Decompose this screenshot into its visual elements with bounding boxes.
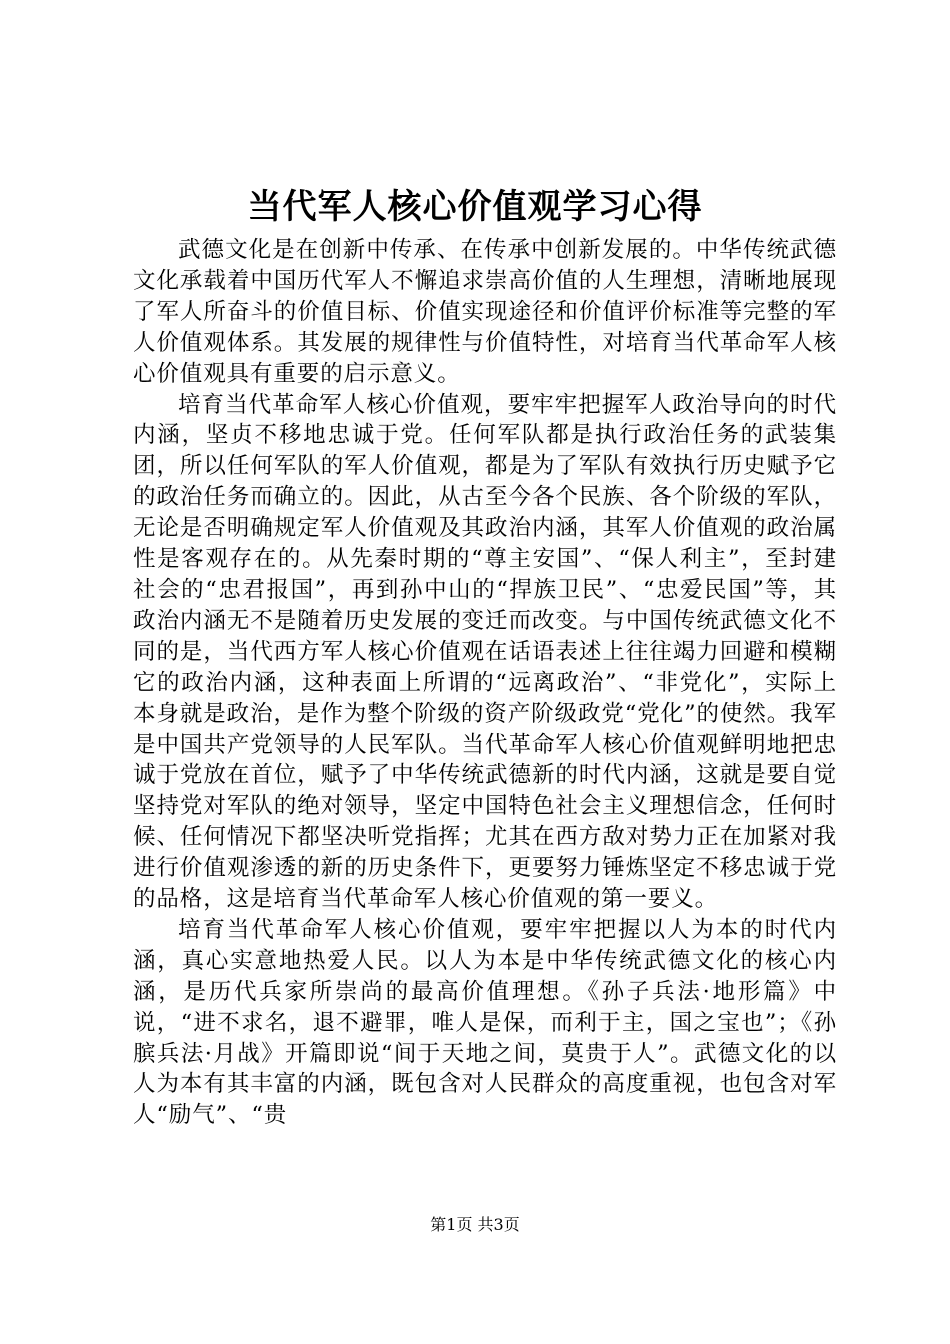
document-body — [133, 235, 837, 1131]
page-footer: 第1页 共3页 — [430, 1215, 520, 1234]
paragraph-3: 培育当代革命军人核心价值观，要牢牢把握以人为本的时代内涵，真心实意地热爱人民。以人为本是中华传统武德文化的核心内涵，是历代兵家所崇尚的最高价值理想。《孙子兵法·地形篇》中说，“进不求名，退不避罪，唯人是保，而利于主，国之宝也”；《孙膑兵法·月战》开篇即说“间于天地之间，莫贵于人”。武德文化的以人为本有其丰富的内涵，既包含对人民群众的高度重视，也包含对军人“励气”、“贵 — [133, 916, 837, 1129]
paragraph-2: 培育当代革命军人核心价值观，要牢牢把握军人政治导向的时代内涵，坚贞不移地忠诚于党。任何军队都是执行政治任务的武装集团，所以任何军队的军人价值观，都是为了军队有效执行历史赋予它的政治任务而确立的。因此，从古至今各个民族、各个阶级的军队，无论是否明确规定军人价值观及其政治内涵，其军人价值观的政治属性是客观存在的。从先秦时期的“尊主安国”、“保人利主”，至封建社会的“忠君报国”，再到孙中山的“捍族卫民”、“忠爱民国”等，其政治内涵无不是随着历史发展的变迁而改变。与中国传统武德文化不同的是，当代西方军人核心价值观在话语表述上往往竭力回避和模糊它的政治内涵，这种表面上所谓的“远离政治”、“非党化”，实际上本身就是政治，是作为整个阶级的资产阶级政党“党化”的使然。我军是中国共产党领导的人民军队。当代革命军人核心价值观鲜明地把忠诚于党放在首位，赋予了中华传统武德新的时代内涵，这就是要自觉坚持党对军队的绝对领导，坚定中国特色社会主义理想信念，任何时候、任何情况下都坚决听党指挥；尤其在西方敌对势力正在加紧对我进行价值观渗透的新的历史条件下，更要努力锤炼坚定不移忠诚于党的品格，这是培育当代革命军人核心价值观的第一要义。 — [133, 391, 837, 913]
document-title: 当代军人核心价值观学习心得 — [247, 187, 703, 227]
paragraph-1: 武德文化是在创新中传承、在传承中创新发展的。中华传统武德文化承载着中国历代军人不懈追求崇高价值的人生理想，清晰地展现了军人所奋斗的价值目标、价值实现途径和价值评价标准等完整的军人价值观体系。其发展的规律性与价值特性，对培育当代革命军人核心价值观具有重要的启示意义。 — [133, 237, 837, 387]
